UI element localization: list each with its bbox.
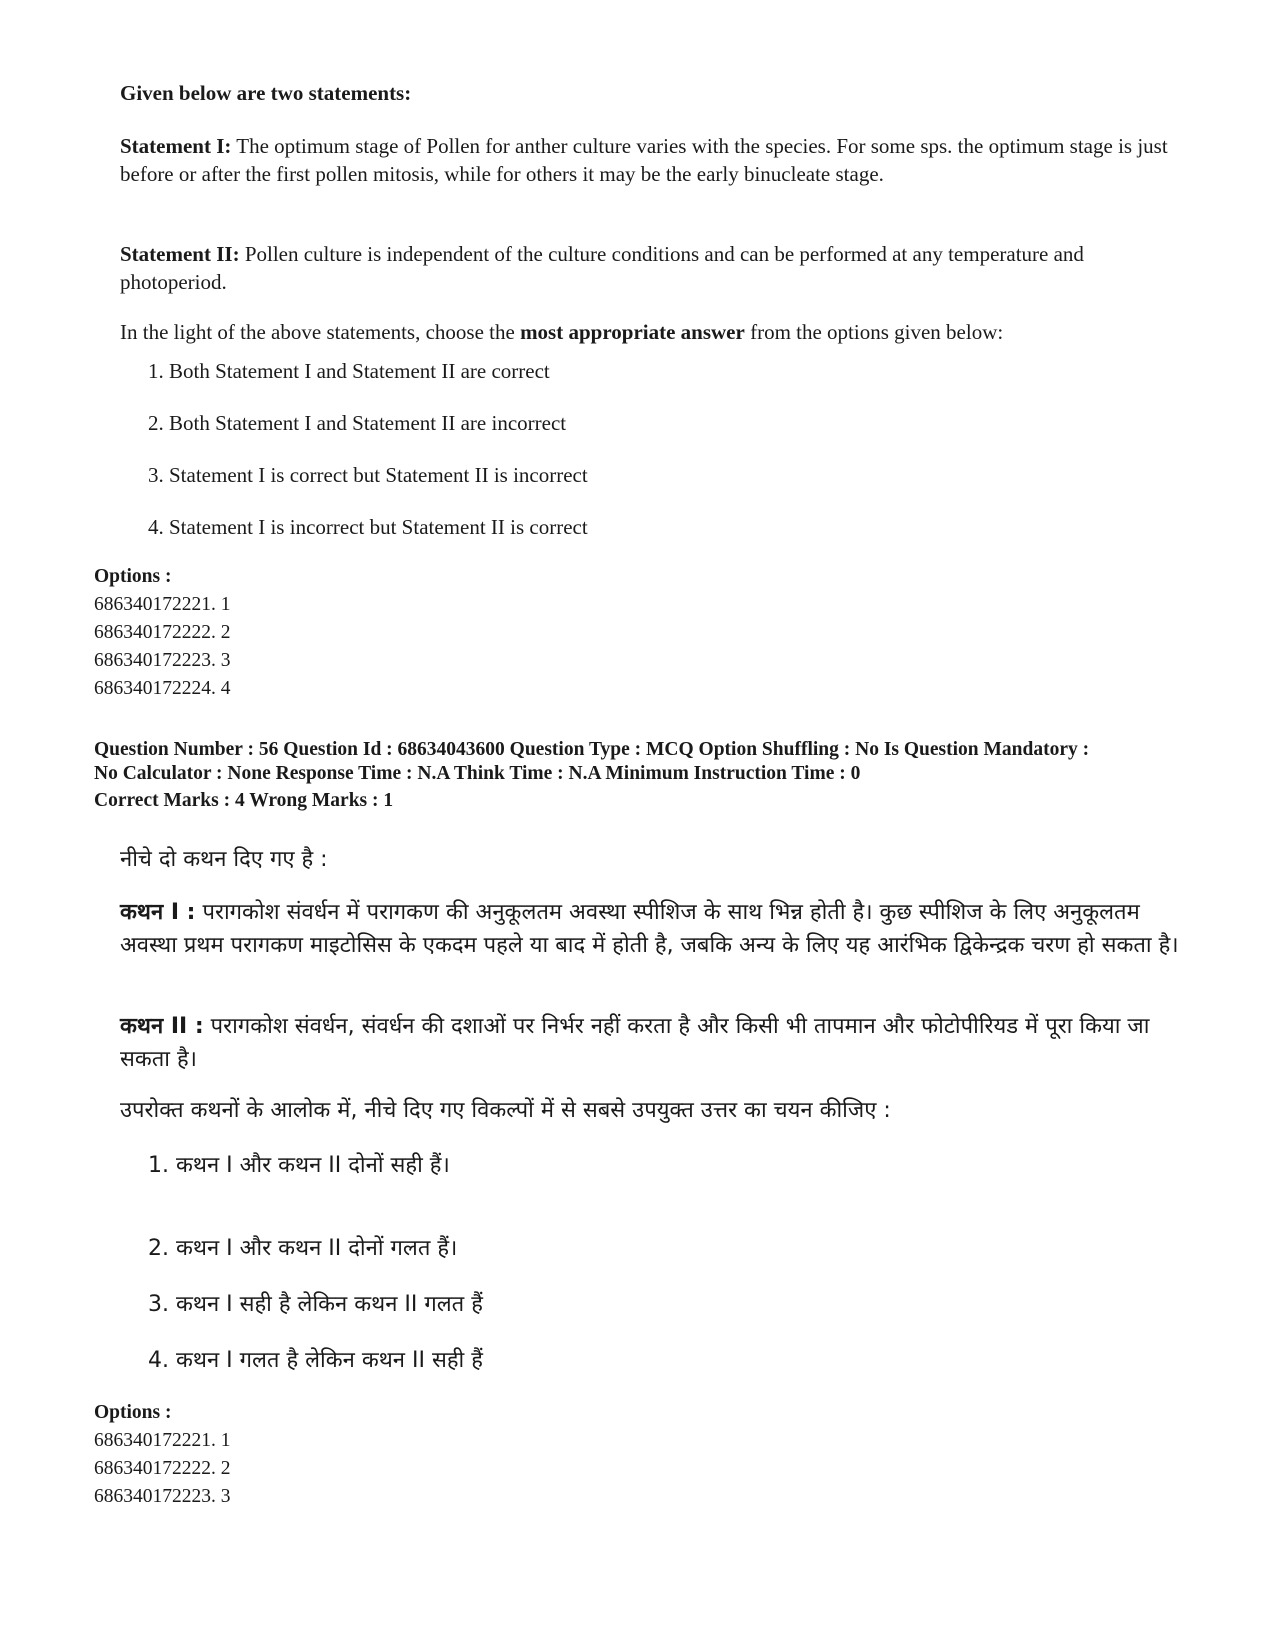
q56-options-label: Options : — [94, 1402, 172, 1423]
q56-statement-1 — [120, 896, 1200, 962]
q55-statement-1-label: Statement I: — [120, 134, 232, 158]
q56-meta-line-2: No Calculator : None Response Time : N.A Think Time : N.A Minimum Instruction Time : 0 — [94, 763, 861, 784]
q55-choice-4: 4. Statement I is incorrect but Statement II is correct — [148, 515, 588, 539]
q55-statement-2-label: Statement II: — [120, 242, 240, 266]
q56-meta-line-1: Question Number : 56 Question Id : 68634043600 Question Type : MCQ Option Shuffling : No Is Question Mandatory : — [94, 739, 1090, 760]
q55-heading: Given below are two statements: — [120, 81, 412, 105]
q56-statement-2 — [120, 1010, 1200, 1076]
q55-statement-2 — [120, 240, 1180, 296]
q56-statement-1-label: कथन I : — [120, 900, 196, 925]
q56-statement-1-text: परागकोश संवर्धन में परागकण की अनुकूलतम अवस्था स्पीशिज के साथ भिन्न होती है। कुछ स्पीशिज के लिए अनुकूलतम अवस्था प्रथम परागकण माइटोसिस के एकदम पहले या बाद में होती है, जबकि अन्य के लिए यह आरंभिक द्विकेन्द्रक चरण हो सकता है। — [120, 900, 1179, 958]
q55-choice-1: 1. Both Statement I and Statement II are correct — [148, 359, 550, 383]
q56-statement-2-text: परागकोश संवर्धन, संवर्धन की दशाओं पर निर्भर नहीं करता है और किसी भी तापमान और फोटोपीरियड में पूरा किया जा सकता है। — [120, 1014, 1150, 1072]
q56-choice-4: 4. कथन I गलत है लेकिन कथन II सही हैं — [148, 1348, 483, 1373]
q55-option-code-4: 686340172224. 4 — [94, 678, 231, 699]
q55-option-code-3: 686340172223. 3 — [94, 650, 231, 671]
q55-option-code-2: 686340172222. 2 — [94, 622, 231, 643]
q55-options-label: Options : — [94, 566, 172, 587]
q55-option-code-1: 686340172221. 1 — [94, 594, 231, 615]
q55-choice-2: 2. Both Statement I and Statement II are incorrect — [148, 411, 567, 435]
q56-statement-2-label: कथन II : — [120, 1014, 204, 1039]
q55-statement-2-text: Pollen culture is independent of the culture conditions and can be performed at any temperature and photoperiod. — [120, 242, 1084, 294]
q55-instruction-bold: most appropriate answer — [520, 320, 745, 344]
q56-heading: नीचे दो कथन दिए गए है : — [120, 847, 328, 872]
q56-choice-1: 1. कथन I और कथन II दोनों सही हैं। — [148, 1153, 450, 1178]
q55-instruction — [120, 318, 1180, 346]
q55-choice-3: 3. Statement I is correct but Statement II is incorrect — [148, 463, 588, 487]
q55-instruction-pre: In the light of the above statements, choose the — [120, 320, 521, 344]
q56-option-code-1: 686340172221. 1 — [94, 1430, 231, 1451]
q55-statement-1 — [120, 132, 1180, 188]
q56-marks: Correct Marks : 4 Wrong Marks : 1 — [94, 790, 394, 811]
q56-instruction: उपरोक्त कथनों के आलोक में, नीचे दिए गए विकल्पों में से सबसे उपयुक्त उत्तर का चयन कीजिए : — [120, 1098, 891, 1123]
q55-statement-1-text: The optimum stage of Pollen for anther culture varies with the species. For some sps. the optimum stage is just before or after the first pollen mitosis, while for others it may be the early binucleate stage. — [120, 134, 1168, 186]
q56-option-code-2: 686340172222. 2 — [94, 1458, 231, 1479]
q56-choice-2: 2. कथन I और कथन II दोनों गलत हैं। — [148, 1236, 458, 1261]
q56-option-code-3: 686340172223. 3 — [94, 1486, 231, 1507]
q55-instruction-post: from the options given below: — [744, 320, 1004, 344]
q56-choice-3: 3. कथन I सही है लेकिन कथन II गलत हैं — [148, 1292, 483, 1317]
